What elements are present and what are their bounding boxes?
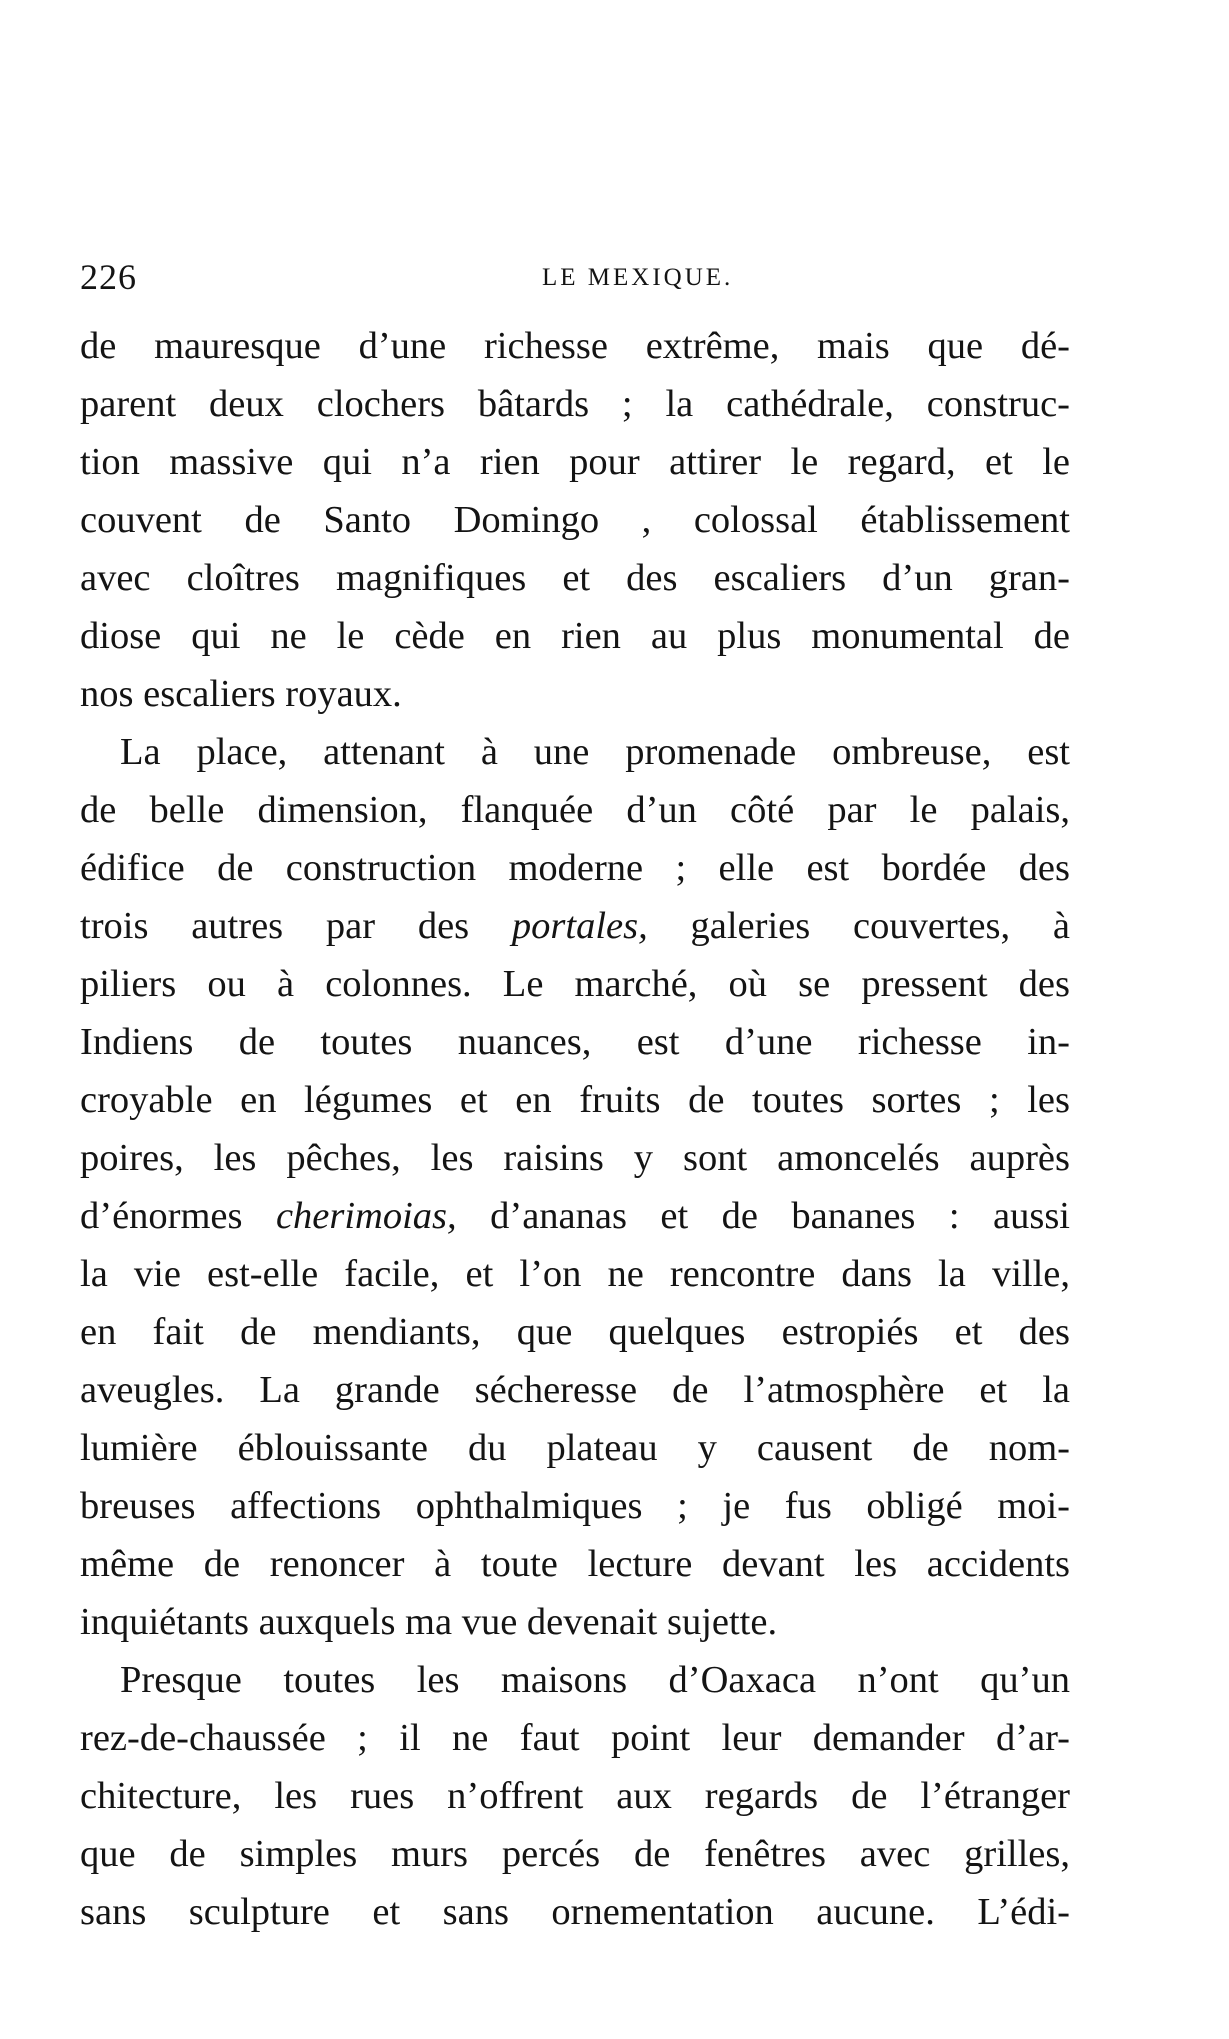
text-line: Indiens de toutes nuances, est d’une richesse in- bbox=[80, 1021, 1070, 1063]
text-line: chitecture, les rues n’offrent aux regards de l’étranger bbox=[80, 1775, 1070, 1817]
text-line: que de simples murs percés de fenêtres avec grilles, bbox=[80, 1833, 1070, 1875]
text-segment: galeries couvertes, à bbox=[647, 905, 1070, 947]
text-line: poires, les pêches, les raisins y sont amoncelés auprès bbox=[80, 1137, 1070, 1179]
text-segment: trois autres par des bbox=[80, 905, 512, 947]
text-line: avec cloîtres magnifiques et des escaliers d’un gran- bbox=[80, 557, 1070, 599]
italic-term: portales, bbox=[511, 905, 648, 947]
text-segment: d’énormes bbox=[80, 1195, 276, 1237]
running-title: LE MEXIQUE. bbox=[542, 264, 734, 291]
text-line: diose qui ne le cède en rien au plus monumental de bbox=[80, 615, 1070, 657]
text-line: La place, attenant à une promenade ombreuse, est bbox=[120, 731, 1070, 773]
text-line: sans sculpture et sans ornementation aucune. L’édi- bbox=[80, 1891, 1070, 1933]
text-line: croyable en légumes et en fruits de toutes sortes ; les bbox=[80, 1079, 1070, 1121]
text-line: de belle dimension, flanquée d’un côté par le palais, bbox=[80, 789, 1070, 831]
body-text bbox=[80, 317, 1070, 1941]
text-line: couvent de Santo Domingo , colossal établissement bbox=[80, 499, 1070, 541]
text-line: nos escaliers royaux. bbox=[80, 673, 402, 715]
page-number: 226 bbox=[80, 257, 137, 297]
text-line: en fait de mendiants, que quelques estropiés et des bbox=[80, 1311, 1070, 1353]
text-line: tion massive qui n’a rien pour attirer le regard, et le bbox=[80, 441, 1070, 483]
text-line: Presque toutes les maisons d’Oaxaca n’ont qu’un bbox=[120, 1659, 1070, 1701]
text-line: parent deux clochers bâtards ; la cathédrale, construc- bbox=[80, 383, 1070, 425]
text-line: piliers ou à colonnes. Le marché, où se pressent des bbox=[80, 963, 1070, 1005]
text-line: édifice de construction moderne ; elle est bordée des bbox=[80, 847, 1070, 889]
text-line: lumière éblouissante du plateau y causent de nom- bbox=[80, 1427, 1070, 1469]
text-line: aveugles. La grande sécheresse de l’atmosphère et la bbox=[80, 1369, 1070, 1411]
text-line: breuses affections ophthalmiques ; je fus obligé moi- bbox=[80, 1485, 1070, 1527]
text-line: la vie est-elle facile, et l’on ne rencontre dans la ville, bbox=[80, 1253, 1070, 1295]
italic-term: cherimoias, bbox=[275, 1195, 457, 1237]
text-segment: d’ananas et de bananes : aussi bbox=[456, 1195, 1070, 1237]
text-line: rez-de-chaussée ; il ne faut point leur demander d’ar- bbox=[80, 1717, 1070, 1759]
running-head bbox=[80, 256, 1070, 296]
text-line: même de renoncer à toute lecture devant les accidents bbox=[80, 1543, 1070, 1585]
text-line bbox=[80, 1187, 1070, 1245]
text-line: de mauresque d’une richesse extrême, mais que dé- bbox=[80, 325, 1070, 367]
text-line bbox=[80, 897, 1070, 955]
text-line: inquiétants auxquels ma vue devenait sujette. bbox=[80, 1601, 778, 1643]
